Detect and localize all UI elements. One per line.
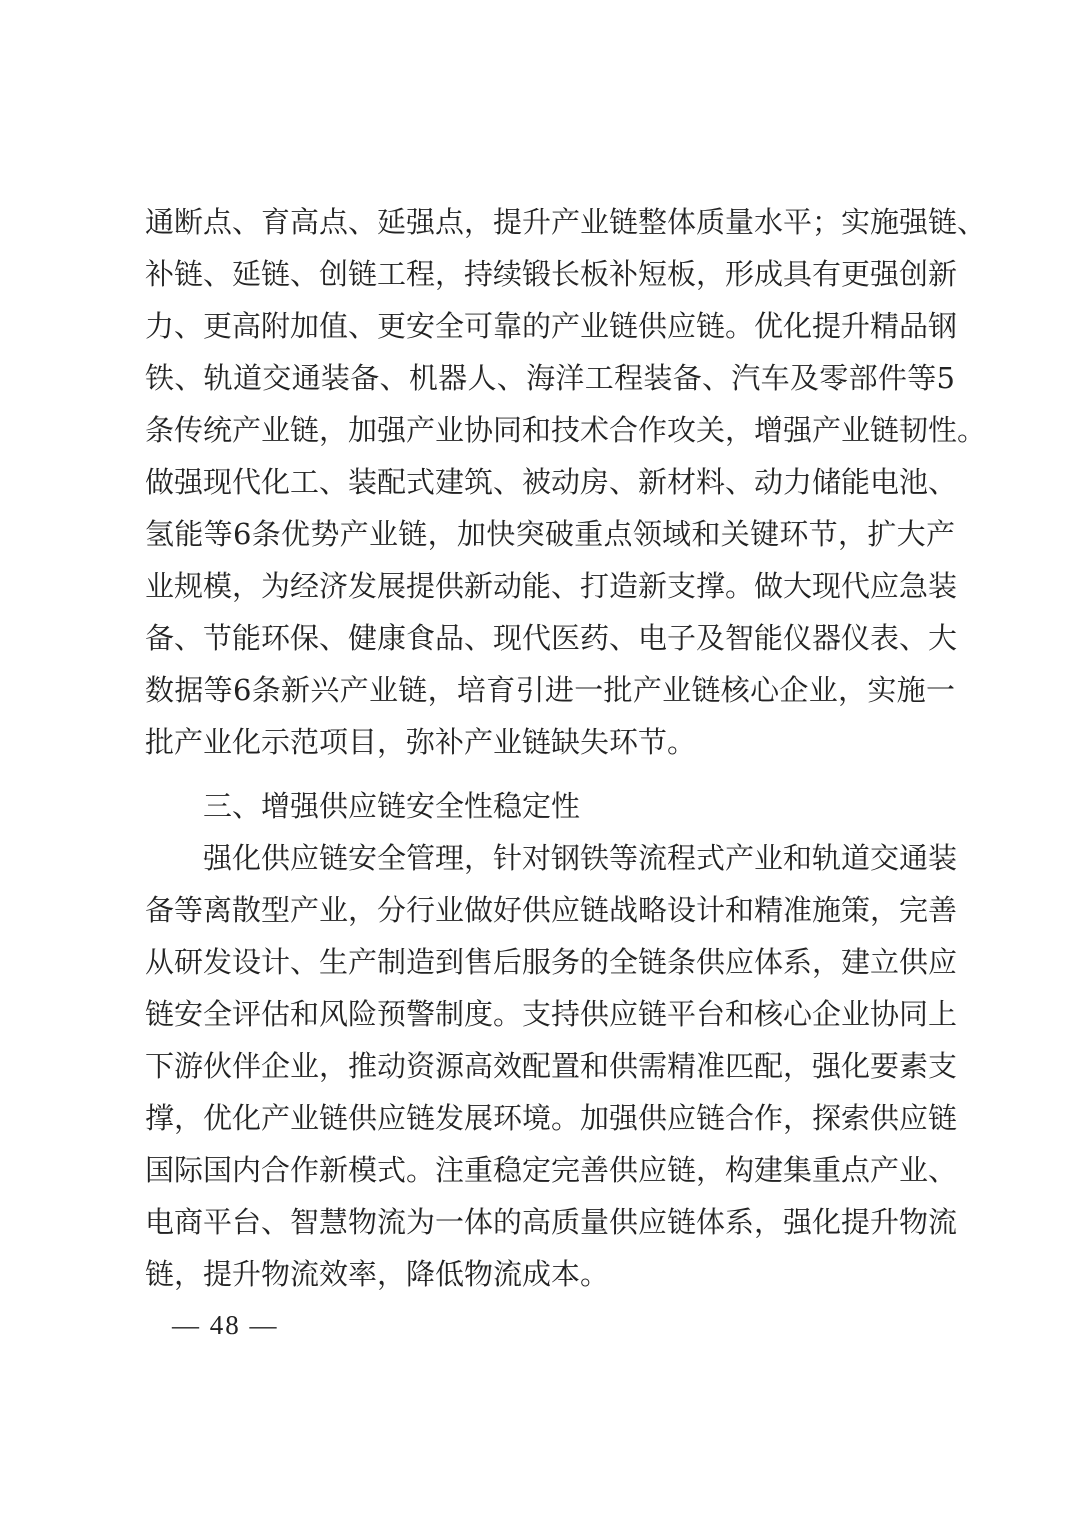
paragraph-line: 业规模，为经济发展提供新动能、打造新支撑。做大现代应急装 [145,569,958,603]
paragraph-line: 氢能等6条优势产业链，加快突破重点领域和关键环节，扩大产 [145,517,955,551]
paragraph-line: 通断点、育高点、延强点，提升产业链整体质量水平；实施强链、 [145,205,987,239]
paragraph-line: 电商平台、智慧物流为一体的高质量供应链体系，强化提升物流 [145,1205,958,1239]
paragraph-line: 链安全评估和风险预警制度。支持供应链平台和核心企业协同上 [145,997,958,1031]
section-3 [145,780,958,1300]
paragraph-line: 补链、延链、创链工程，持续锻长板补短板，形成具有更强创新 [145,257,958,291]
paragraph-line: 备等离散型产业，分行业做好供应链战略设计和精准施策，完善 [145,893,958,927]
paragraph-line: 批产业化示范项目，弥补产业链缺失环节。 [145,725,697,759]
paragraph-continuation [145,196,987,768]
paragraph-line: 条传统产业链，加强产业协同和技术合作攻关，增强产业链韧性。 [145,413,987,447]
paragraph-line: 国际国内合作新模式。注重稳定完善供应链，构建集重点产业、 [145,1153,958,1187]
paragraph-line: 强化供应链安全管理，针对钢铁等流程式产业和轨道交通装 [203,841,958,875]
paragraph-line: 链，提升物流效率，降低物流成本。 [145,1257,610,1291]
paragraph-line: 力、更高附加值、更安全可靠的产业链供应链。优化提升精品钢 [145,309,958,343]
paragraph-line: 撑，优化产业链供应链发展环境。加强供应链合作，探索供应链 [145,1101,958,1135]
paragraph-line: 备、节能环保、健康食品、现代医药、电子及智能仪器仪表、大 [145,621,958,655]
page-number: — 48 — [172,1310,279,1340]
paragraph-line: 下游伙伴企业，推动资源高效配置和供需精准匹配，强化要素支 [145,1049,958,1083]
paragraph-line: 从研发设计、生产制造到售后服务的全链条供应体系，建立供应 [145,945,958,979]
section-heading: 三、增强供应链安全性稳定性 [203,789,581,823]
paragraph-line: 铁、轨道交通装备、机器人、海洋工程装备、汽车及零部件等5 [145,361,955,395]
paragraph-line: 数据等6条新兴产业链，培育引进一批产业链核心企业，实施一 [145,673,955,707]
paragraph-line: 做强现代化工、装配式建筑、被动房、新材料、动力储能电池、 [145,465,958,499]
